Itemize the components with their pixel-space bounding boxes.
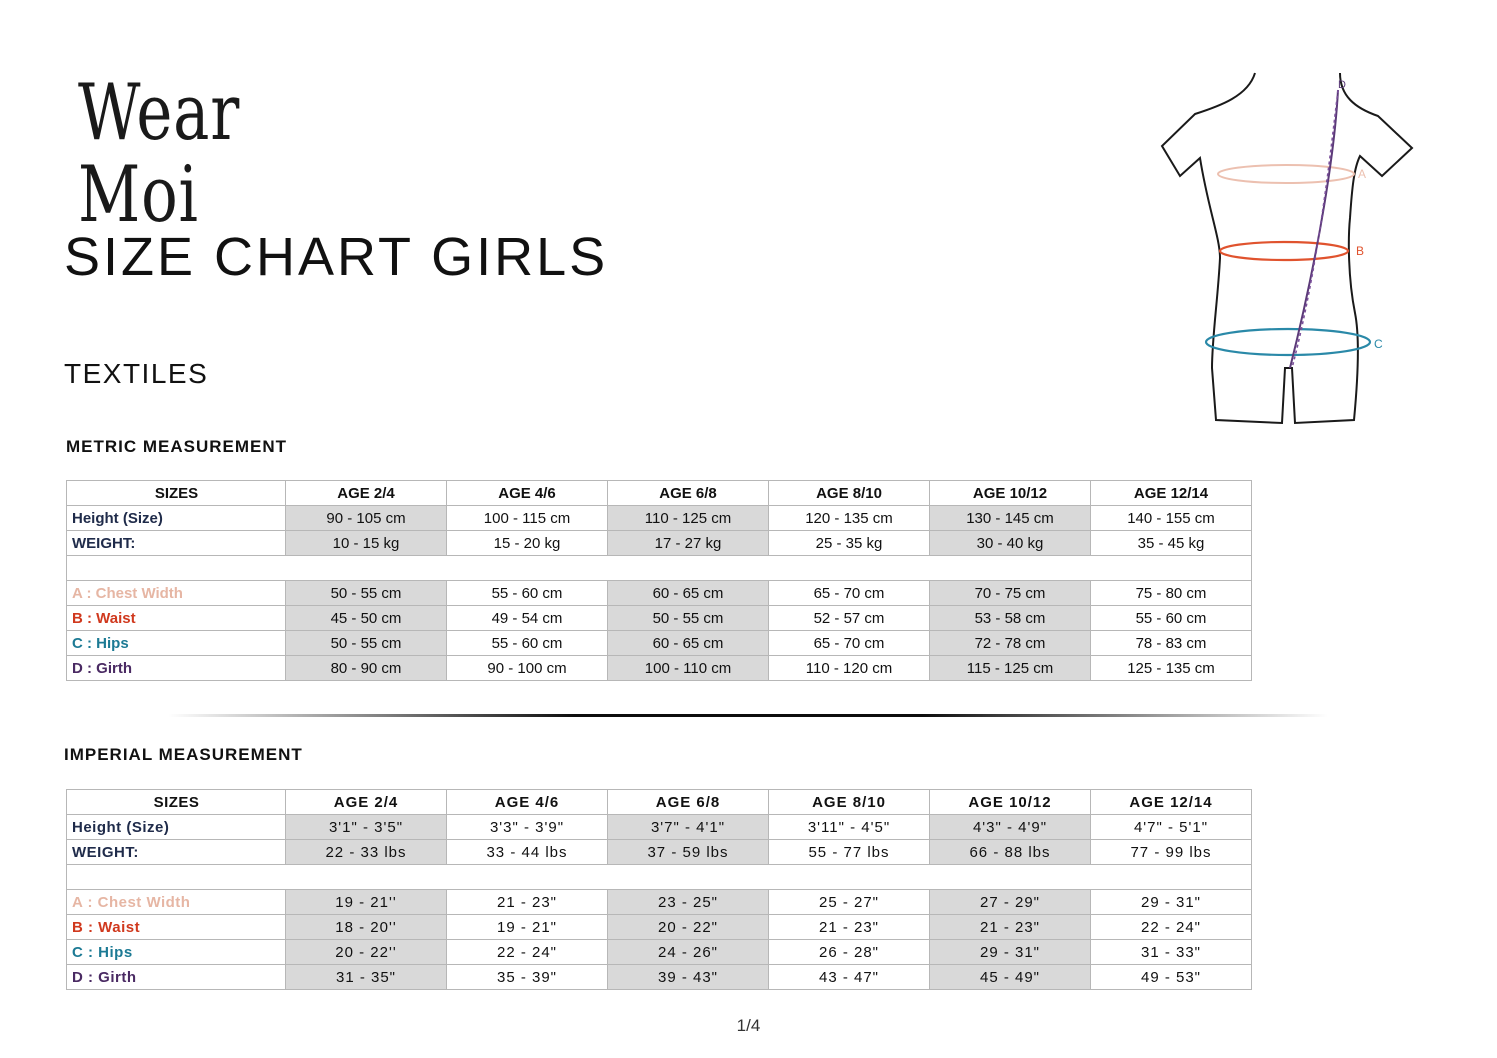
row-label: Height (Size) [67, 506, 286, 531]
value-cell: 30 - 40 kg [930, 531, 1091, 556]
value-cell: 29 - 31" [1091, 890, 1252, 915]
value-cell: 55 - 60 cm [447, 631, 608, 656]
header-cell: AGE 8/10 [769, 790, 930, 815]
value-cell: 66 - 88 lbs [930, 840, 1091, 865]
value-cell: 49 - 53" [1091, 965, 1252, 990]
table-row [67, 656, 1252, 681]
value-cell: 60 - 65 cm [608, 581, 769, 606]
page-title: SIZE CHART GIRLS [64, 227, 609, 287]
value-cell: 110 - 120 cm [769, 656, 930, 681]
header-cell: AGE 4/6 [447, 481, 608, 506]
row-label: C : Hips [67, 940, 286, 965]
value-cell: 43 - 47" [769, 965, 930, 990]
value-cell: 25 - 35 kg [769, 531, 930, 556]
header-cell: AGE 12/14 [1091, 790, 1252, 815]
value-cell: 19 - 21'' [286, 890, 447, 915]
value-cell: 55 - 77 lbs [769, 840, 930, 865]
body-measurement-figure [1150, 68, 1420, 430]
value-cell: 17 - 27 kg [608, 531, 769, 556]
value-cell: 78 - 83 cm [1091, 631, 1252, 656]
brand-logo [78, 68, 368, 240]
value-cell: 65 - 70 cm [769, 581, 930, 606]
value-cell: 55 - 60 cm [1091, 606, 1252, 631]
value-cell: 29 - 31" [930, 940, 1091, 965]
row-label: B : Waist [67, 915, 286, 940]
value-cell: 3'7" - 4'1" [608, 815, 769, 840]
value-cell: 110 - 125 cm [608, 506, 769, 531]
header-cell: AGE 4/6 [447, 790, 608, 815]
value-cell: 22 - 24" [447, 940, 608, 965]
spacer-cell [67, 865, 1252, 890]
value-cell: 3'1" - 3'5" [286, 815, 447, 840]
row-label: C : Hips [67, 631, 286, 656]
row-label: Height (Size) [67, 815, 286, 840]
metric-size-table [66, 480, 1252, 681]
value-cell: 50 - 55 cm [286, 631, 447, 656]
value-cell: 25 - 27" [769, 890, 930, 915]
imperial-size-table [66, 789, 1252, 990]
value-cell: 53 - 58 cm [930, 606, 1091, 631]
value-cell: 65 - 70 cm [769, 631, 930, 656]
table-row [67, 890, 1252, 915]
value-cell: 31 - 35" [286, 965, 447, 990]
table-row [67, 940, 1252, 965]
value-cell: 52 - 57 cm [769, 606, 930, 631]
row-label: B : Waist [67, 606, 286, 631]
logo-text: Wear Moi [78, 68, 241, 240]
value-cell: 21 - 23" [447, 890, 608, 915]
header-cell: AGE 12/14 [1091, 481, 1252, 506]
value-cell: 45 - 50 cm [286, 606, 447, 631]
section-divider [168, 714, 1328, 717]
value-cell: 80 - 90 cm [286, 656, 447, 681]
value-cell: 35 - 45 kg [1091, 531, 1252, 556]
value-cell: 125 - 135 cm [1091, 656, 1252, 681]
page-number: 1/4 [736, 1016, 761, 1035]
label-b: B [1356, 244, 1365, 258]
value-cell: 4'7" - 5'1" [1091, 815, 1252, 840]
value-cell: 90 - 105 cm [286, 506, 447, 531]
value-cell: 130 - 145 cm [930, 506, 1091, 531]
value-cell: 50 - 55 cm [608, 606, 769, 631]
value-cell: 39 - 43" [608, 965, 769, 990]
value-cell: 3'3" - 3'9" [447, 815, 608, 840]
value-cell: 21 - 23" [769, 915, 930, 940]
value-cell: 90 - 100 cm [447, 656, 608, 681]
value-cell: 49 - 54 cm [447, 606, 608, 631]
value-cell: 37 - 59 lbs [608, 840, 769, 865]
row-label: WEIGHT: [67, 840, 286, 865]
value-cell: 72 - 78 cm [930, 631, 1091, 656]
value-cell: 55 - 60 cm [447, 581, 608, 606]
header-cell: AGE 2/4 [286, 790, 447, 815]
value-cell: 18 - 20'' [286, 915, 447, 940]
section-title-textiles: TEXTILES [64, 358, 209, 389]
value-cell: 21 - 23" [930, 915, 1091, 940]
value-cell: 33 - 44 lbs [447, 840, 608, 865]
spacer-row [67, 556, 1252, 581]
table-row [67, 506, 1252, 531]
row-label: A : Chest Width [67, 890, 286, 915]
row-label: WEIGHT: [67, 531, 286, 556]
value-cell: 4'3" - 4'9" [930, 815, 1091, 840]
value-cell: 31 - 33" [1091, 940, 1252, 965]
value-cell: 23 - 25" [608, 890, 769, 915]
value-cell: 100 - 115 cm [447, 506, 608, 531]
value-cell: 24 - 26" [608, 940, 769, 965]
value-cell: 60 - 65 cm [608, 631, 769, 656]
row-label: D : Girth [67, 965, 286, 990]
header-cell: AGE 6/8 [608, 790, 769, 815]
value-cell: 20 - 22'' [286, 940, 447, 965]
value-cell: 35 - 39" [447, 965, 608, 990]
table-header-row [67, 790, 1252, 815]
value-cell: 140 - 155 cm [1091, 506, 1252, 531]
table-row [67, 965, 1252, 990]
row-label: A : Chest Width [67, 581, 286, 606]
table-row [67, 840, 1252, 865]
header-cell: AGE 2/4 [286, 481, 447, 506]
value-cell: 100 - 110 cm [608, 656, 769, 681]
table-row [67, 915, 1252, 940]
value-cell: 50 - 55 cm [286, 581, 447, 606]
table-row [67, 581, 1252, 606]
value-cell: 3'11" - 4'5" [769, 815, 930, 840]
value-cell: 15 - 20 kg [447, 531, 608, 556]
value-cell: 115 - 125 cm [930, 656, 1091, 681]
imperial-heading: IMPERIAL MEASUREMENT [64, 745, 303, 764]
value-cell: 22 - 24" [1091, 915, 1252, 940]
table-row [67, 815, 1252, 840]
table-row [67, 631, 1252, 656]
value-cell: 27 - 29" [930, 890, 1091, 915]
label-d: D [1338, 79, 1346, 91]
value-cell: 19 - 21" [447, 915, 608, 940]
table-header-row [67, 481, 1252, 506]
row-label: D : Girth [67, 656, 286, 681]
value-cell: 120 - 135 cm [769, 506, 930, 531]
table-row [67, 531, 1252, 556]
label-c: C [1374, 337, 1383, 351]
table-row [67, 606, 1252, 631]
spacer-cell [67, 556, 1252, 581]
value-cell: 70 - 75 cm [930, 581, 1091, 606]
value-cell: 77 - 99 lbs [1091, 840, 1252, 865]
header-cell: SIZES [67, 790, 286, 815]
spacer-row [67, 865, 1252, 890]
value-cell: 22 - 33 lbs [286, 840, 447, 865]
value-cell: 75 - 80 cm [1091, 581, 1252, 606]
value-cell: 45 - 49" [930, 965, 1091, 990]
value-cell: 20 - 22" [608, 915, 769, 940]
header-cell: SIZES [67, 481, 286, 506]
label-a: A [1358, 167, 1367, 181]
header-cell: AGE 8/10 [769, 481, 930, 506]
value-cell: 10 - 15 kg [286, 531, 447, 556]
metric-heading: METRIC MEASUREMENT [66, 437, 288, 456]
header-cell: AGE 10/12 [930, 790, 1091, 815]
header-cell: AGE 6/8 [608, 481, 769, 506]
value-cell: 26 - 28" [769, 940, 930, 965]
header-cell: AGE 10/12 [930, 481, 1091, 506]
